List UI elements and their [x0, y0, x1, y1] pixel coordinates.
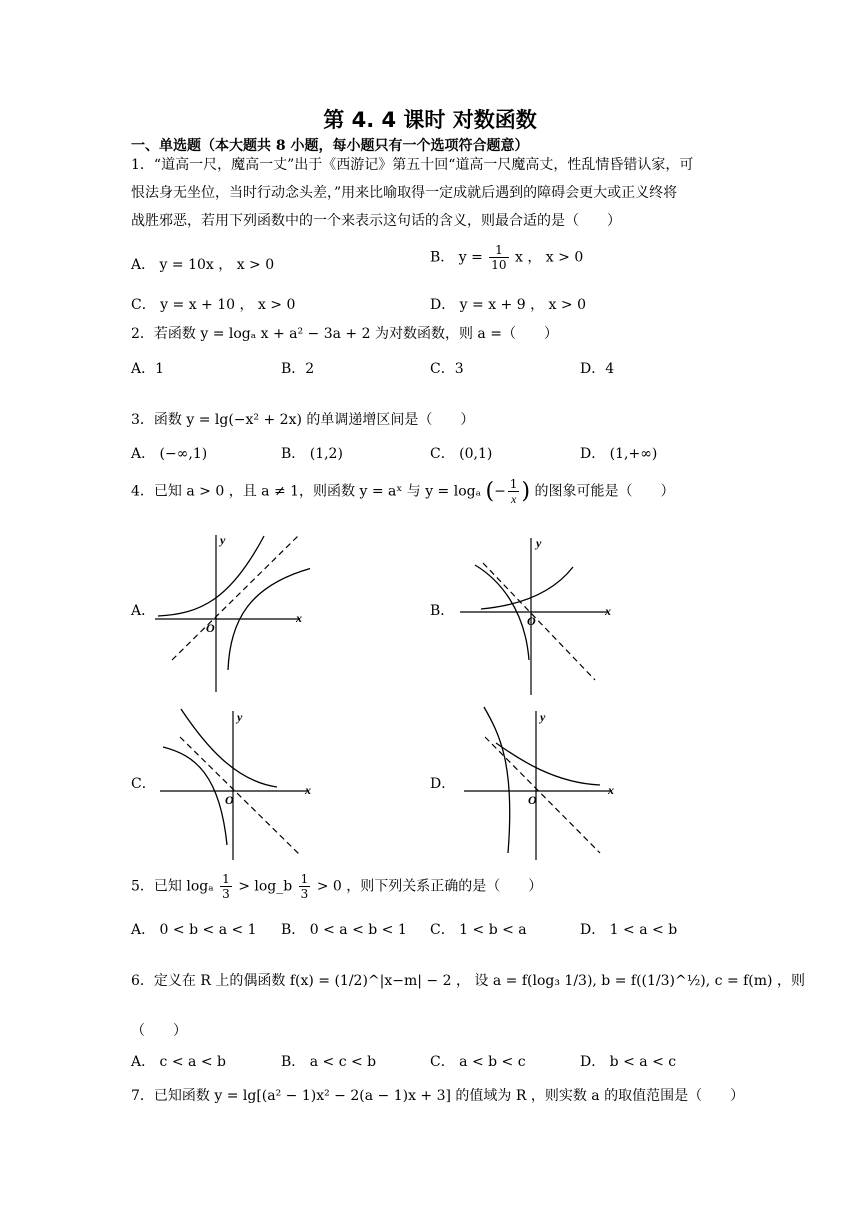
q4-graph-b	[455, 535, 615, 700]
q6-function-definition: f(x) = (1/2)^|x−m| − 2 ，	[289, 973, 470, 989]
q5-stem	[131, 872, 542, 901]
graph-a-y-label: y	[220, 533, 226, 547]
q6-stem-prefix: 6．定义在 R 上的偶函数	[131, 973, 286, 989]
graph-c-curve-log	[163, 747, 227, 845]
section-heading: 一、单选题（本大题共 8 小题，每小题只有一个选项符合题意）	[131, 138, 529, 154]
graph-b-dashed-line	[483, 563, 595, 680]
q2-option-a: A．1	[131, 361, 165, 377]
q1-option-b-suffix: x ， x > 0	[515, 249, 584, 266]
graph-c-origin-label: O	[225, 793, 234, 807]
q4-stem-suffix: 的图象可能是（ ）	[534, 483, 675, 500]
graph-d-curve-exp	[496, 743, 600, 785]
q3-option-b: B． (1,2)	[281, 446, 343, 462]
q5-fraction-1-denominator: 3	[222, 887, 230, 901]
graph-c-curve-exp	[181, 709, 277, 787]
q6-option-b: B． a < c < b	[281, 1054, 377, 1070]
q7-stem: 7．已知函数 y = lg[(a² − 1)x² − 2(a − 1)x + 3] 的值域为 R ，则实数 a 的取值范围是（ ）	[131, 1088, 745, 1104]
q4-graph-d	[460, 705, 620, 865]
q2-option-b: B．2	[281, 361, 315, 377]
graph-d-y-label: y	[540, 710, 546, 724]
q6-option-a: A． c < a < b	[131, 1054, 226, 1070]
q4-option-a-label: A．	[131, 603, 156, 619]
q5-fraction-2-numerator: 1	[300, 872, 309, 886]
q1-option-b	[430, 243, 583, 272]
q1-line-2: 恨法身无坐位，当时行动念头差，”用来比喻取得一定成就后遇到的障碍会更大或正义终将	[131, 185, 678, 201]
q4-graph-c	[155, 705, 315, 865]
q5-option-c: C． 1 < b < a	[430, 922, 527, 938]
q1-option-b-numerator: 1	[489, 243, 508, 258]
q5-stem-suffix: > 0 ，则下列关系正确的是（ ）	[316, 878, 543, 895]
graph-a-x-label: x	[296, 611, 302, 625]
q4-stem-prefix: 4．已知 a > 0 ，且 a ≠ 1，则函数 y = aˣ 与 y = logₐ	[131, 483, 482, 500]
q1-option-d: D． y = x + 9 ， x > 0	[430, 297, 586, 313]
q5-option-d: D． 1 < a < b	[580, 922, 678, 938]
graph-b-x-label: x	[605, 604, 611, 618]
q1-line-3: 战胜邪恶，若用下列函数中的一个来表示这句话的含义，则最合适的是（ ）	[131, 213, 621, 229]
q2-stem: 2．若函数 y = logₐ x + a² − 3a + 2 为对数函数，则 a =（ ）	[131, 326, 558, 342]
q4-right-paren: )	[521, 479, 531, 504]
q3-option-a: A． (−∞,1)	[131, 446, 208, 462]
q5-stem-middle: > log_b	[238, 878, 293, 895]
q6-answer-paren: （ ）	[131, 1023, 187, 1039]
graph-b-origin-label: O	[527, 614, 536, 628]
q4-option-c-label: C．	[131, 776, 156, 792]
graph-d-curve-log	[484, 707, 510, 853]
q2-option-c: C．3	[430, 361, 464, 377]
graph-d-dashed-line	[485, 737, 600, 853]
graph-c-dashed-line	[180, 737, 300, 855]
graph-b-curve-exp	[481, 567, 573, 609]
q1-option-a: A． y = 10x ， x > 0	[131, 257, 275, 273]
graph-b-y-label: y	[536, 536, 542, 550]
graph-a-dashed-line	[172, 536, 298, 660]
q1-option-b-prefix: B． y =	[430, 249, 483, 266]
q1-line-1: 1．“道高一尺，魔高一丈”出于《西游记》第五十回“道高一尺魔高丈，性乱情昏错认家，可	[131, 157, 694, 173]
q3-stem: 3．函数 y = lg(−x² + 2x) 的单调递增区间是（ ）	[131, 412, 475, 428]
q4-minus-sign: −	[494, 483, 506, 500]
q5-stem-prefix: 5．已知 logₐ	[131, 878, 214, 895]
q5-fraction-1	[220, 872, 232, 901]
graph-c-y-label: y	[237, 710, 243, 724]
q5-option-b: B． 0 < a < b < 1	[281, 922, 407, 938]
q6-stem	[131, 970, 805, 990]
q5-option-a: A． 0 < b < a < 1	[131, 922, 257, 938]
q1-option-b-fraction	[489, 243, 508, 272]
q4-fraction-denominator: x	[510, 492, 517, 506]
graph-d-x-label: x	[608, 783, 614, 797]
q5-fraction-2-denominator: 3	[300, 887, 309, 901]
q4-left-paren: (	[485, 479, 495, 504]
q4-option-d-label: D．	[430, 776, 456, 792]
q5-fraction-1-numerator: 1	[222, 872, 230, 886]
q3-option-c: C． (0,1)	[430, 446, 493, 462]
q4-stem	[131, 477, 674, 506]
q5-fraction-2	[299, 872, 311, 901]
q6-option-c: C． a < b < c	[430, 1054, 526, 1070]
graph-d-origin-label: O	[528, 793, 537, 807]
q1-option-b-denominator: 10	[491, 258, 507, 272]
q2-option-d: D．4	[580, 361, 615, 377]
graph-c-x-label: x	[305, 783, 311, 797]
page-title: 第 4. 4 课时 对数函数	[323, 108, 537, 132]
q1-option-c: C． y = x + 10 ， x > 0	[131, 297, 296, 313]
q4-fraction-numerator: 1	[509, 477, 518, 491]
q6-value-definitions: 设 a = f(log₃ 1/3), b = f((1/3)^½), c = f(m) ，则	[474, 973, 805, 989]
graph-a-curve-exp	[158, 536, 264, 616]
graph-a-origin-label: O	[206, 621, 215, 635]
q3-option-d: D． (1,+∞)	[580, 446, 658, 462]
q4-graph-a	[150, 530, 310, 695]
q4-option-b-label: B．	[430, 603, 455, 619]
q4-stem-fraction	[508, 477, 520, 506]
q6-option-d: D． b < a < c	[580, 1054, 677, 1070]
